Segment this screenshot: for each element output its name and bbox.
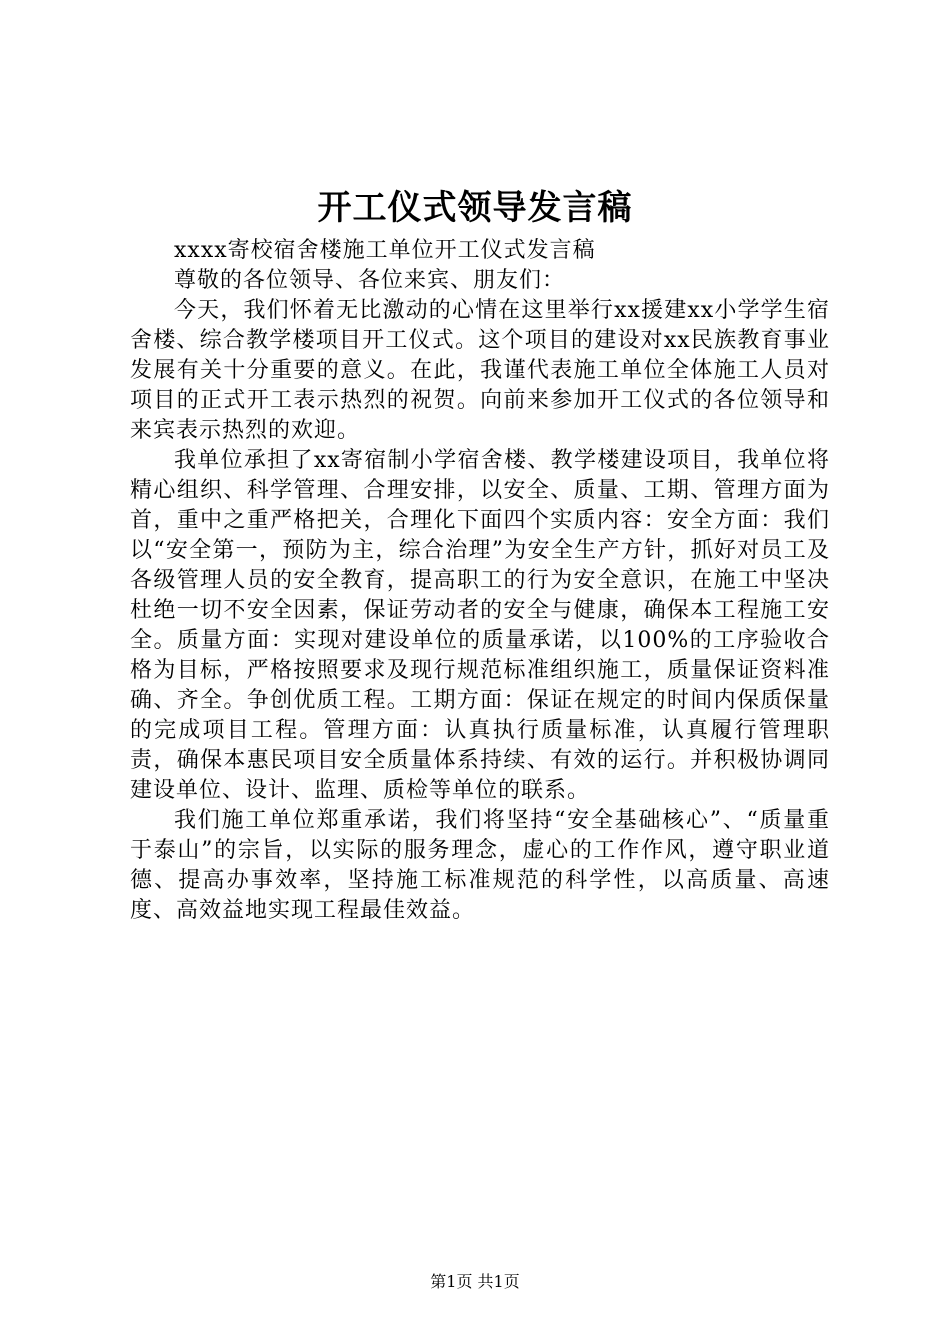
- body-paragraph: 我单位承担了xx寄宿制小学宿舍楼、教学楼建设项目，我单位将精心组织、科学管理、合理安排，以安全、质量、工期、管理方面为首，重中之重严格把关，合理化下面四个实质内容：安全方面：我们以“安全第一，预防为主，综合治理”为安全生产方针，抓好对员工及各级管理人员的安全教育，提高职工的行为安全意识，在施工中坚决杜绝一切不安全因素，保证劳动者的安全与健康，确保本工程施工安全。质量方面：实现对建设单位的质量承诺，以100%的工序验收合格为目标，严格按照要求及现行规范标准组织施工，质量保证资料准确、齐全。争创优质工程。工期方面：保证在规定的时间内保质保量的完成项目工程。管理方面：认真执行质量标准，认真履行管理职责，确保本惠民项目安全质量体系持续、有效的运行。并积极协调同建设单位、设计、监理、质检等单位的联系。: [130, 448, 830, 803]
- document-title: 开工仪式领导发言稿: [317, 188, 633, 228]
- subtitle-paragraph: xxxx寄校宿舍楼施工单位开工仪式发言稿: [174, 238, 596, 263]
- document-body: [130, 236, 830, 926]
- body-paragraph: 今天，我们怀着无比激动的心情在这里举行xx援建xx小学学生宿舍楼、综合教学楼项目开工仪式。这个项目的建设对xx民族教育事业发展有关十分重要的意义。在此，我谨代表施工单位全体施工人员对项目的正式开工表示热烈的祝贺。向前来参加开工仪式的各位领导和来宾表示热烈的欢迎。: [130, 298, 830, 443]
- body-paragraph: 我们施工单位郑重承诺，我们将坚持“安全基础核心”、“质量重于泰山”的宗旨，以实际的服务理念，虚心的工作作风，遵守职业道德、提高办事效率，坚持施工标准规范的科学性，以高质量、高速度、高效益地实现工程最佳效益。: [130, 808, 830, 923]
- salutation-paragraph: 尊敬的各位领导、各位来宾、朋友们：: [174, 268, 566, 293]
- page-number-footer: 第1页 共1页: [430, 1272, 520, 1291]
